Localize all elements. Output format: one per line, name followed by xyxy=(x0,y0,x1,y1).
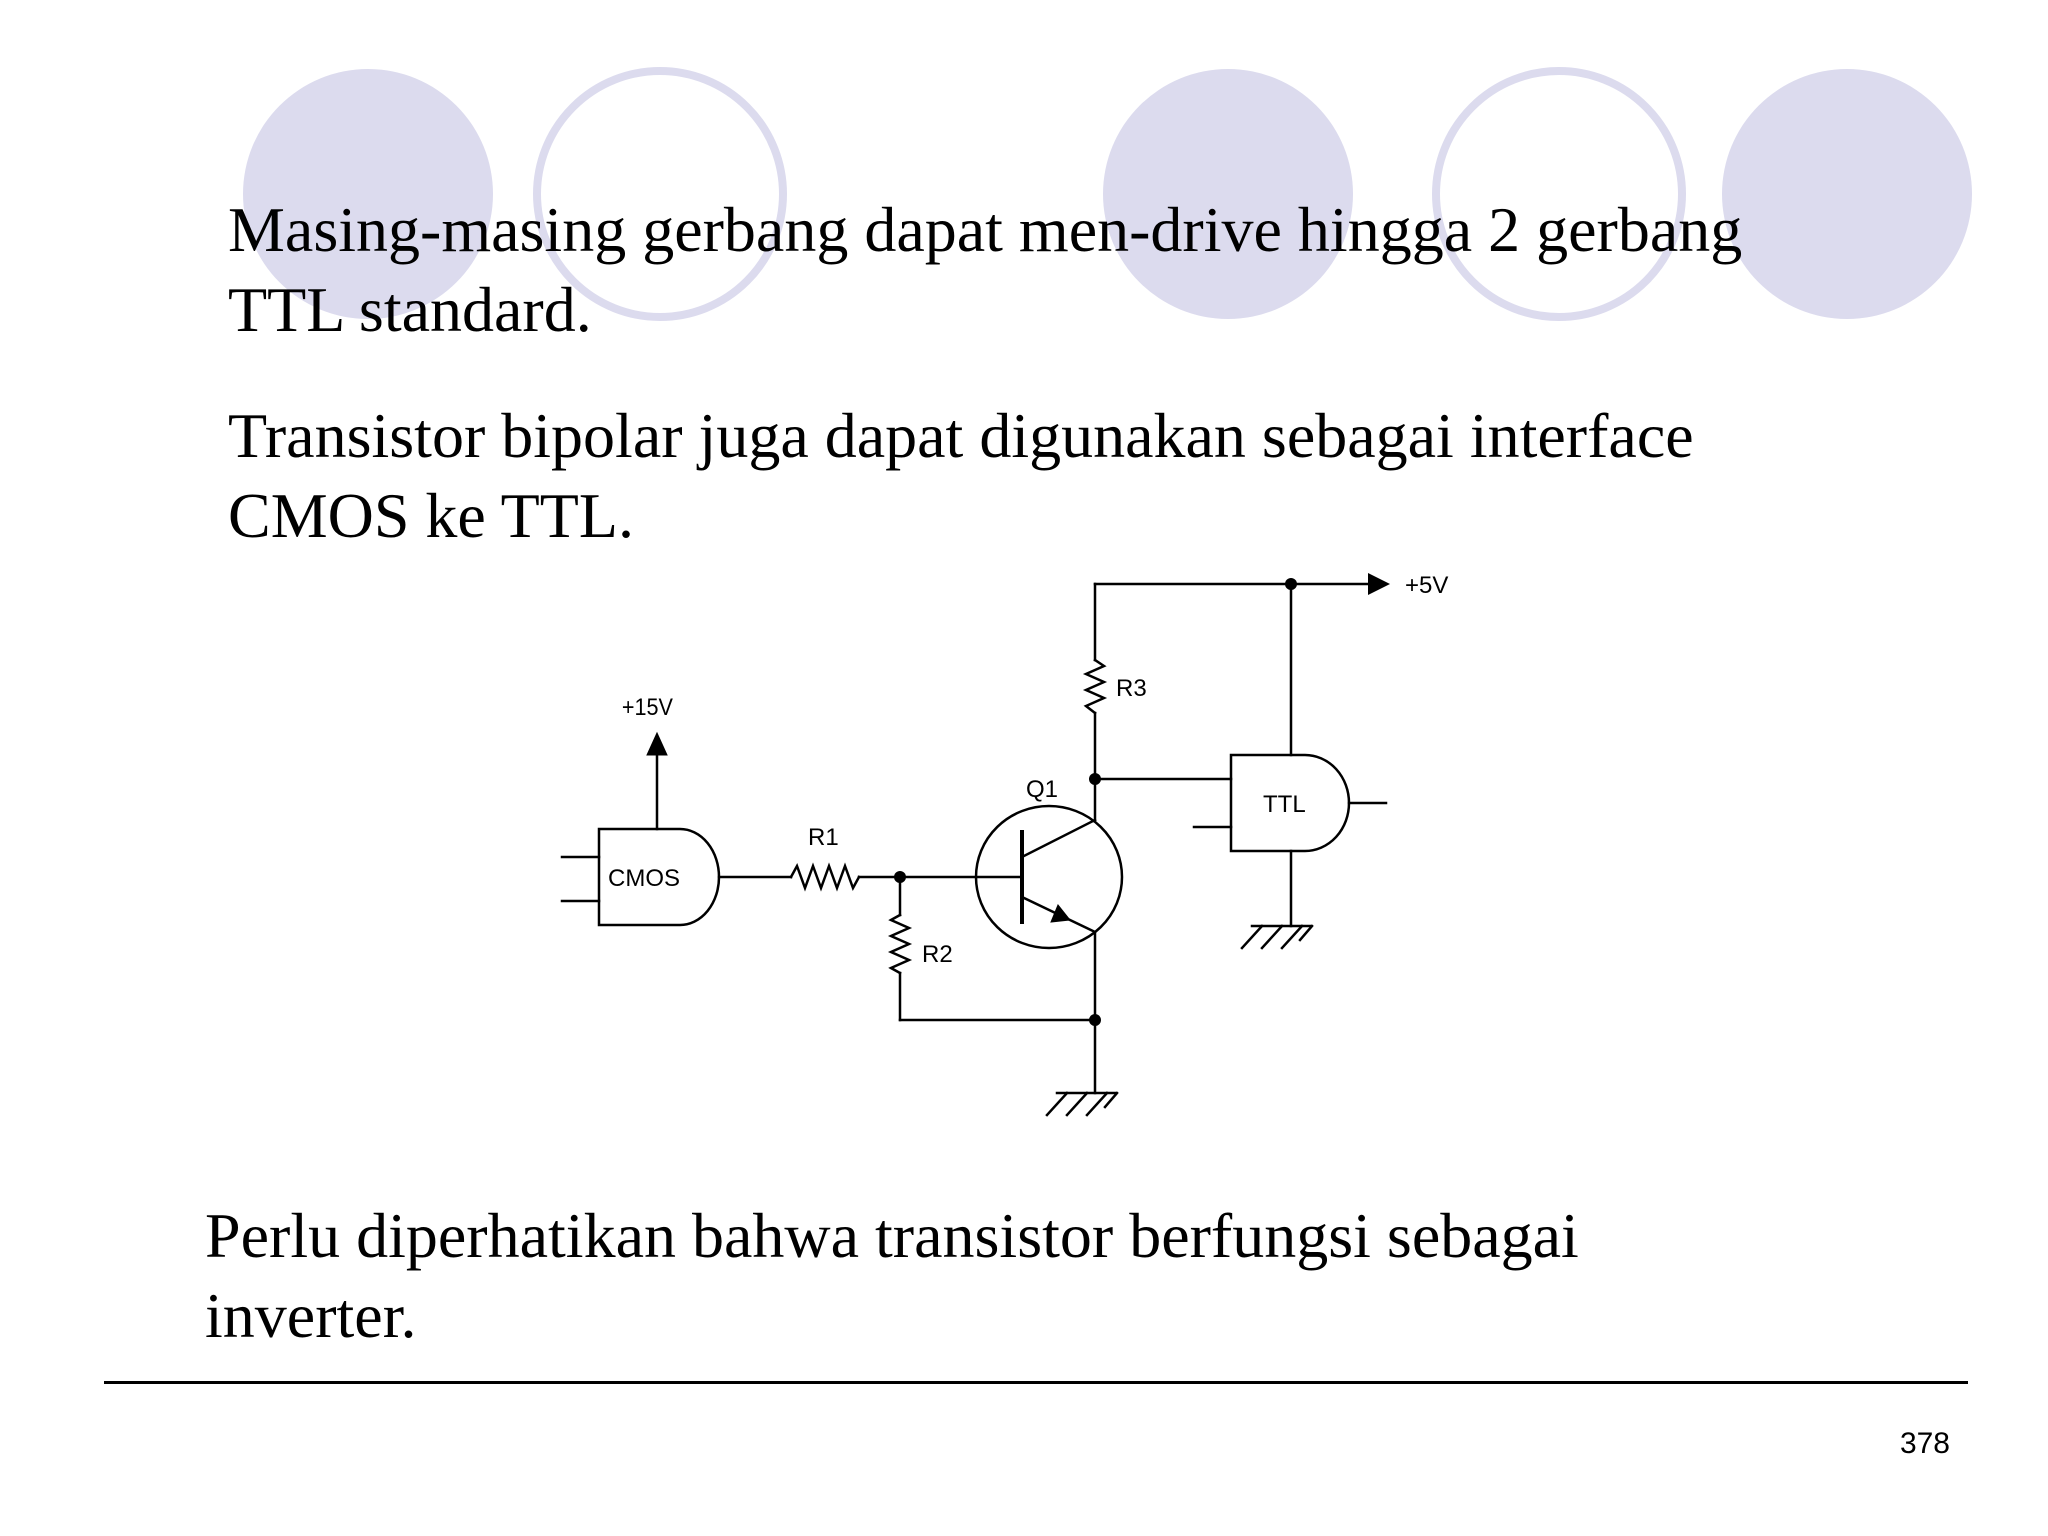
page-number: 378 xyxy=(1899,1427,1950,1460)
resistor-r1 xyxy=(791,866,859,888)
cmos-gate xyxy=(562,755,719,925)
label-q1: Q1 xyxy=(1026,776,1059,803)
label-cmos: CMOS xyxy=(608,865,680,892)
label-r2: R2 xyxy=(922,941,953,968)
ttl-gate xyxy=(1194,584,1386,926)
supply-5v-arrow xyxy=(1368,573,1390,595)
paragraph-line: TTL standard. xyxy=(228,274,592,345)
label-supply-15v: +15V xyxy=(621,692,673,721)
label-ttl: TTL xyxy=(1263,791,1306,818)
resistor-r2 xyxy=(891,915,909,973)
paragraph-line: CMOS ke TTL. xyxy=(228,480,634,551)
label-r1: R1 xyxy=(808,824,839,851)
junction-dot xyxy=(1089,1014,1101,1026)
paragraph-line: Perlu diperhatikan bahwa transistor berfungsi sebagai xyxy=(205,1200,1579,1271)
ttl-ground xyxy=(1242,926,1312,948)
label-supply-5v: +5V xyxy=(1405,572,1449,599)
paragraph-line: Transistor bipolar juga dapat digunakan sebagai interface xyxy=(228,400,1694,471)
footer-divider xyxy=(104,1381,1968,1384)
paragraph-inverter-note xyxy=(205,1196,1579,1356)
paragraph-line: inverter. xyxy=(205,1280,417,1351)
paragraph-line: Masing-masing gerbang dapat men-drive hingga 2 gerbang xyxy=(228,194,1743,265)
resistor-r3 xyxy=(1086,660,1104,713)
junction-dot xyxy=(1089,773,1101,785)
junction-dot xyxy=(894,871,906,883)
transistor-ground xyxy=(1047,1093,1117,1115)
junction-dot xyxy=(1285,578,1297,590)
label-r3: R3 xyxy=(1116,675,1147,702)
supply-15v-arrow xyxy=(647,733,667,755)
